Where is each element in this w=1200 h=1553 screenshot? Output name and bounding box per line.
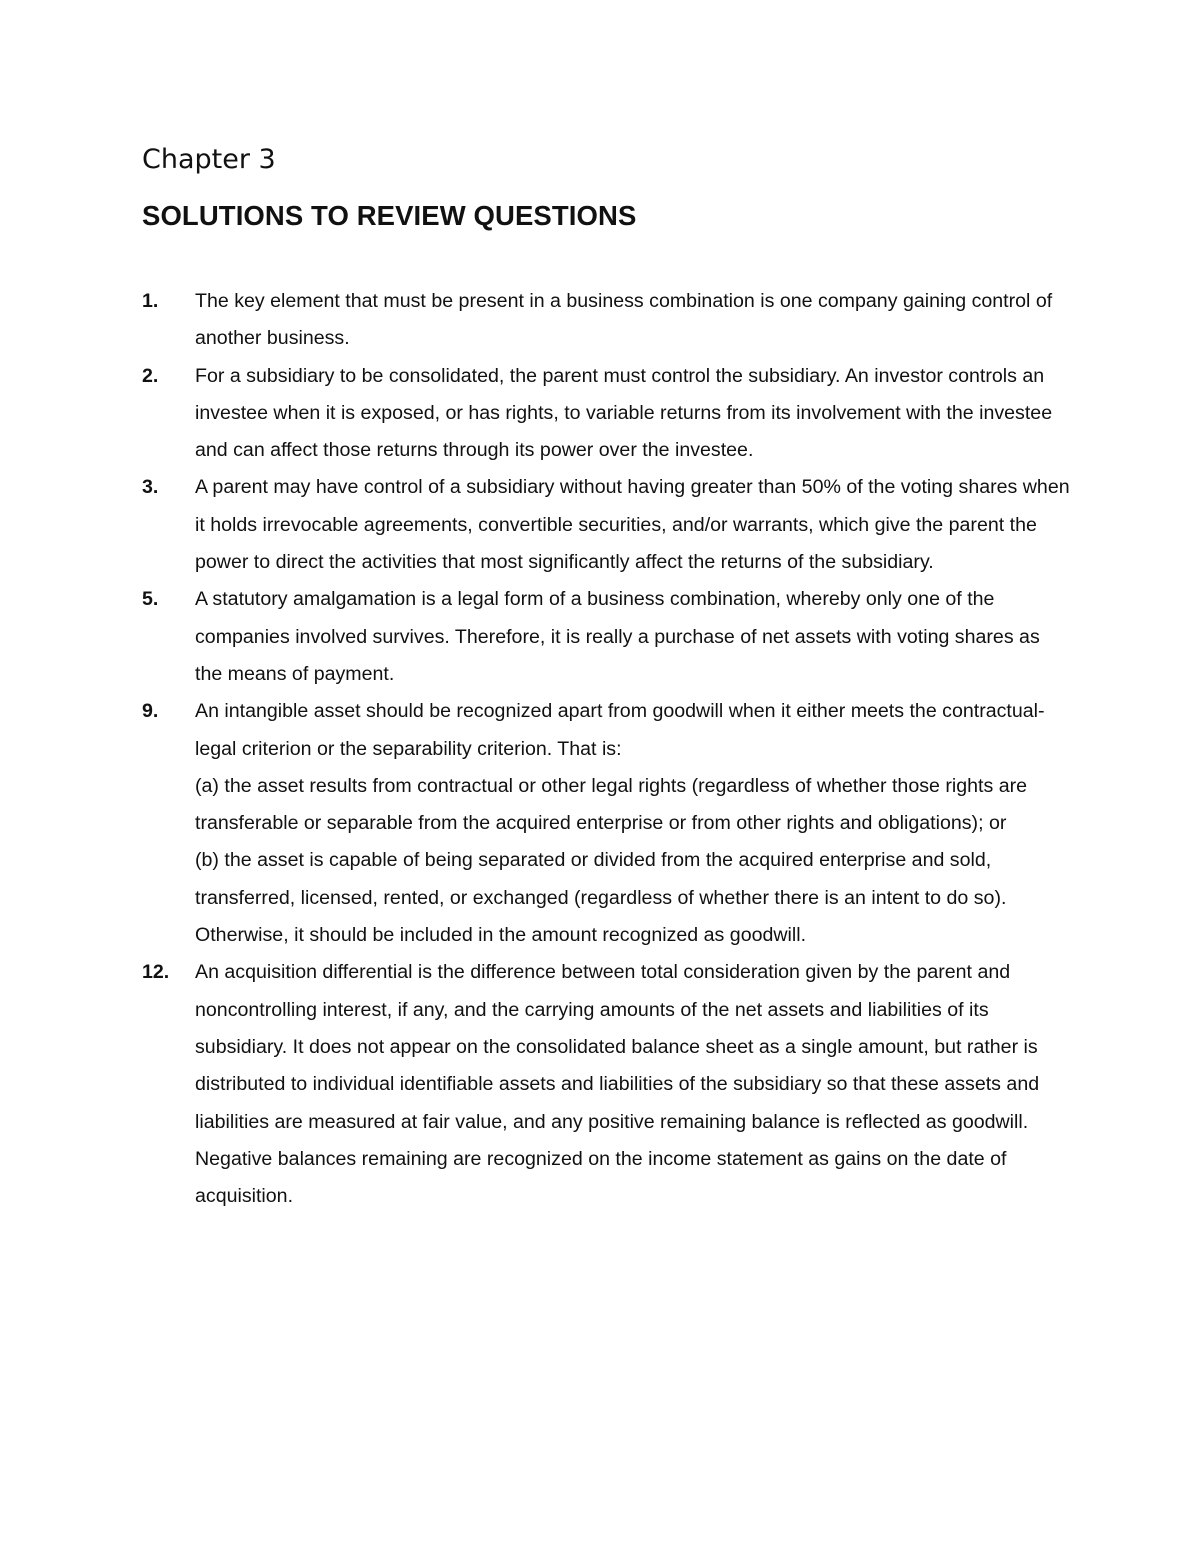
answer-item (142, 283, 1072, 358)
answer-text: An intangible asset should be recognized apart from goodwill when it either meets the contractual-legal criterion or the separability criterion. That is: (195, 700, 1045, 760)
answer-list (142, 283, 1072, 1215)
answer-text: The key element that must be present in a business combination is one company gaining control of another business. (195, 290, 1053, 350)
answer-number: 1. (142, 290, 159, 312)
answer-number: 3. (142, 476, 159, 499)
answer-subpoint-b: (b) the asset is capable of being separated or divided from the acquired enterprise and sold, transferred, licensed, rented, or exchanged (regardless of whether there is an intent to do so). (195, 849, 1007, 909)
answer-text: An acquisition differential is the difference between total consideration given by the parent and noncontrolling interest, if any, and the carrying amounts of the net assets and liabilities of its subsidiary. It does not appear on the consolidated balance sheet as a single amount, but rather is distributed to individual identifiable assets and liabilities of the subsidiary so that these assets and liabilities are measured at fair value, and any positive remaining balance is reflected as goodwill. Negative balances remaining are recognized on the income statement as gains on the date of acquisition. (195, 961, 1040, 1208)
answer-number: 2. (142, 364, 159, 387)
answer-conclusion: Otherwise, it should be included in the amount recognized as goodwill. (195, 924, 807, 947)
answer-text: For a subsidiary to be consolidated, the parent must control the subsidiary. An investor controls an investee when it is exposed, or has rights, to variable returns from its involvement with the investee and can affect those returns through its power over the investee. (195, 364, 1053, 462)
answer-subpoint-a: (a) the asset results from contractual or other legal rights (regardless of whether those rights are transferable or separable from the acquired enterprise or from other rights and obligations); or (195, 774, 1028, 835)
answer-number: 9. (142, 700, 159, 723)
chapter-title: Chapter 3 (142, 144, 276, 175)
answer-text: A statutory amalgamation is a legal form of a business combination, whereby only one of the companies involved survives. Therefore, it is really a purchase of net assets with voting shares as the means of payment. (195, 588, 1040, 685)
answer-item (142, 581, 1072, 693)
answer-number: 12. (142, 961, 170, 984)
section-heading: SOLUTIONS TO REVIEW QUESTIONS (142, 200, 637, 231)
answer-number: 5. (142, 588, 159, 611)
answer-text: A parent may have control of a subsidiary without having greater than 50% of the voting shares when it holds irrevocable agreements, convertible securities, and/or warrants, which give the parent the power to direct the activities that most significantly affect the returns of the subsidiary. (195, 476, 1070, 574)
answer-item (142, 358, 1072, 470)
answer-item (142, 693, 1072, 954)
answer-item (142, 954, 1072, 1215)
answer-item (142, 469, 1072, 581)
